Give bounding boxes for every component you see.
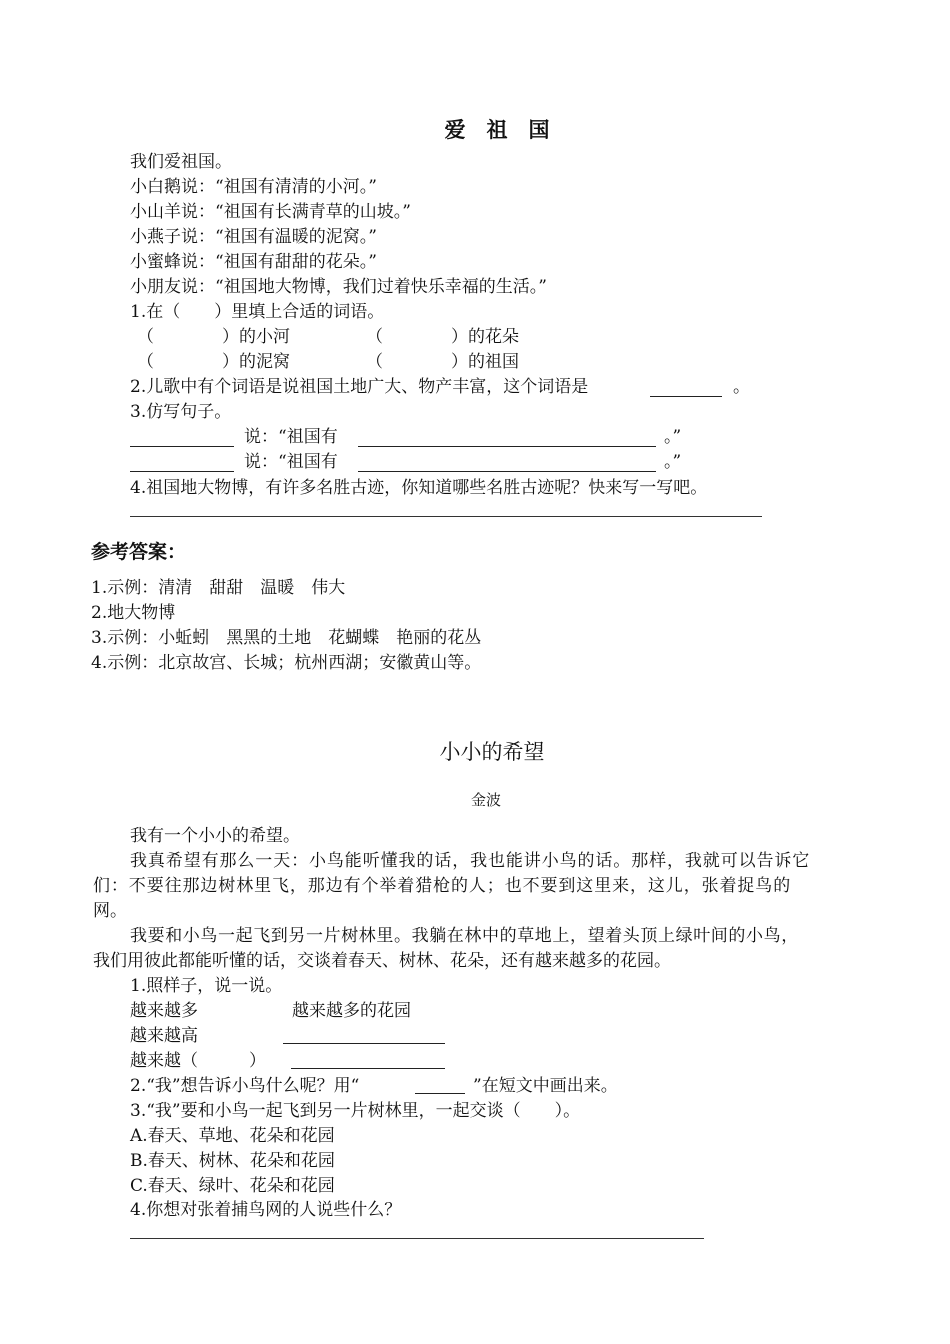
practice-word: 越来越高 xyxy=(130,1026,198,1046)
blank-item[interactable]: （ ）的小河 xyxy=(137,327,290,347)
question-1-prompt: 1.在（ ）里填上合适的词语。 xyxy=(130,302,385,322)
question-3-say: 说：“祖国有 xyxy=(244,427,338,447)
section1-title: 爱 祖 国 xyxy=(444,117,550,142)
question-3-say: 说：“祖国有 xyxy=(244,452,338,472)
answers-heading: 参考答案： xyxy=(91,541,187,563)
question-2-end: 。 xyxy=(733,377,750,397)
blank-item[interactable]: （ ）的花朵 xyxy=(366,327,519,347)
example-phrase: 越来越多的花园 xyxy=(292,1001,411,1021)
question-4-text: 4.你想对张着捕鸟网的人说些什么？ xyxy=(130,1200,402,1220)
question-1-prompt: 1.照样子，说一说。 xyxy=(130,976,283,996)
choice-option-a[interactable]: A.春天、草地、花朵和花园 xyxy=(130,1126,335,1146)
practice-word[interactable]: 越来越（ ） xyxy=(130,1051,266,1071)
answer-item: 2.地大物博 xyxy=(91,603,176,623)
question-2-text: 2.“我”想告诉小鸟什么呢？用“ xyxy=(130,1076,360,1096)
poem-line: 小白鹅说：“祖国有清清的小河。” xyxy=(130,177,377,197)
answer-blank[interactable] xyxy=(358,446,656,447)
poem-line: 小山羊说：“祖国有长满青草的山坡。” xyxy=(130,202,411,222)
story-paragraph: 我有一个小小的希望。 xyxy=(130,826,300,846)
answer-item: 3.示例：小蚯蚓 黑黑的土地 花蝴蝶 艳丽的花丛 xyxy=(91,628,482,648)
question-2-text-end: ”在短文中画出来。 xyxy=(473,1076,618,1096)
underline-sample xyxy=(415,1093,465,1094)
choice-option-c[interactable]: C.春天、绿叶、花朵和花园 xyxy=(130,1176,335,1196)
answer-blank[interactable] xyxy=(291,1068,445,1069)
question-3-prompt: 3.“我”要和小鸟一起飞到另一片树林里，一起交谈（ ）。 xyxy=(130,1101,581,1121)
answer-blank[interactable] xyxy=(650,396,722,397)
section2-author: 金波 xyxy=(470,791,501,809)
question-3-close: 。” xyxy=(664,452,682,472)
poem-line: 我们爱祖国。 xyxy=(130,152,232,172)
story-paragraph: 我要和小鸟一起飞到另一片树林里。我躺在林中的草地上，望着头顶上绿叶间的小鸟， xyxy=(130,926,799,946)
question-2-text: 2.儿歌中有个词语是说祖国土地广大、物产丰富，这个词语是 xyxy=(130,377,589,397)
poem-line: 小朋友说：“祖国地大物博，我们过着快乐幸福的生活。” xyxy=(130,277,547,297)
answer-item: 4.示例：北京故宫、长城；杭州西湖；安徽黄山等。 xyxy=(91,653,482,673)
answer-blank[interactable] xyxy=(130,471,234,472)
answer-blank[interactable] xyxy=(130,446,234,447)
question-3-prompt: 3.仿写句子。 xyxy=(130,402,232,422)
blank-item[interactable]: （ ）的泥窝 xyxy=(137,352,290,372)
question-3-close: 。” xyxy=(664,427,682,447)
answer-blank[interactable] xyxy=(283,1043,445,1044)
section2-title: 小小的希望 xyxy=(439,740,545,764)
story-paragraph: 我们用彼此都能听懂的话，交谈着春天、树林、花朵，还有越来越多的花园。 xyxy=(93,951,671,971)
choice-option-b[interactable]: B.春天、树林、花朵和花园 xyxy=(130,1151,335,1171)
example-word: 越来越多 xyxy=(130,1001,198,1021)
answer-line[interactable] xyxy=(130,1238,704,1239)
poem-line: 小蜜蜂说：“祖国有甜甜的花朵。” xyxy=(130,252,377,272)
question-4-text: 4.祖国地大物博，有许多名胜古迹，你知道哪些名胜古迹呢？快来写一写吧。 xyxy=(130,478,708,498)
story-paragraph: 们：不要往那边树林里飞，那边有个举着猎枪的人；也不要到这里来，这儿，张着捉鸟的 xyxy=(93,876,792,896)
answer-blank[interactable] xyxy=(358,471,656,472)
poem-line: 小燕子说：“祖国有温暖的泥窝。” xyxy=(130,227,377,247)
blank-item[interactable]: （ ）的祖国 xyxy=(366,352,519,372)
story-paragraph: 网。 xyxy=(93,901,127,921)
answer-line[interactable] xyxy=(130,516,762,517)
answer-item: 1.示例：清清 甜甜 温暖 伟大 xyxy=(91,578,346,598)
story-paragraph: 我真希望有那么一天：小鸟能听懂我的话，我也能讲小鸟的话。那样，我就可以告诉它 xyxy=(130,851,811,871)
